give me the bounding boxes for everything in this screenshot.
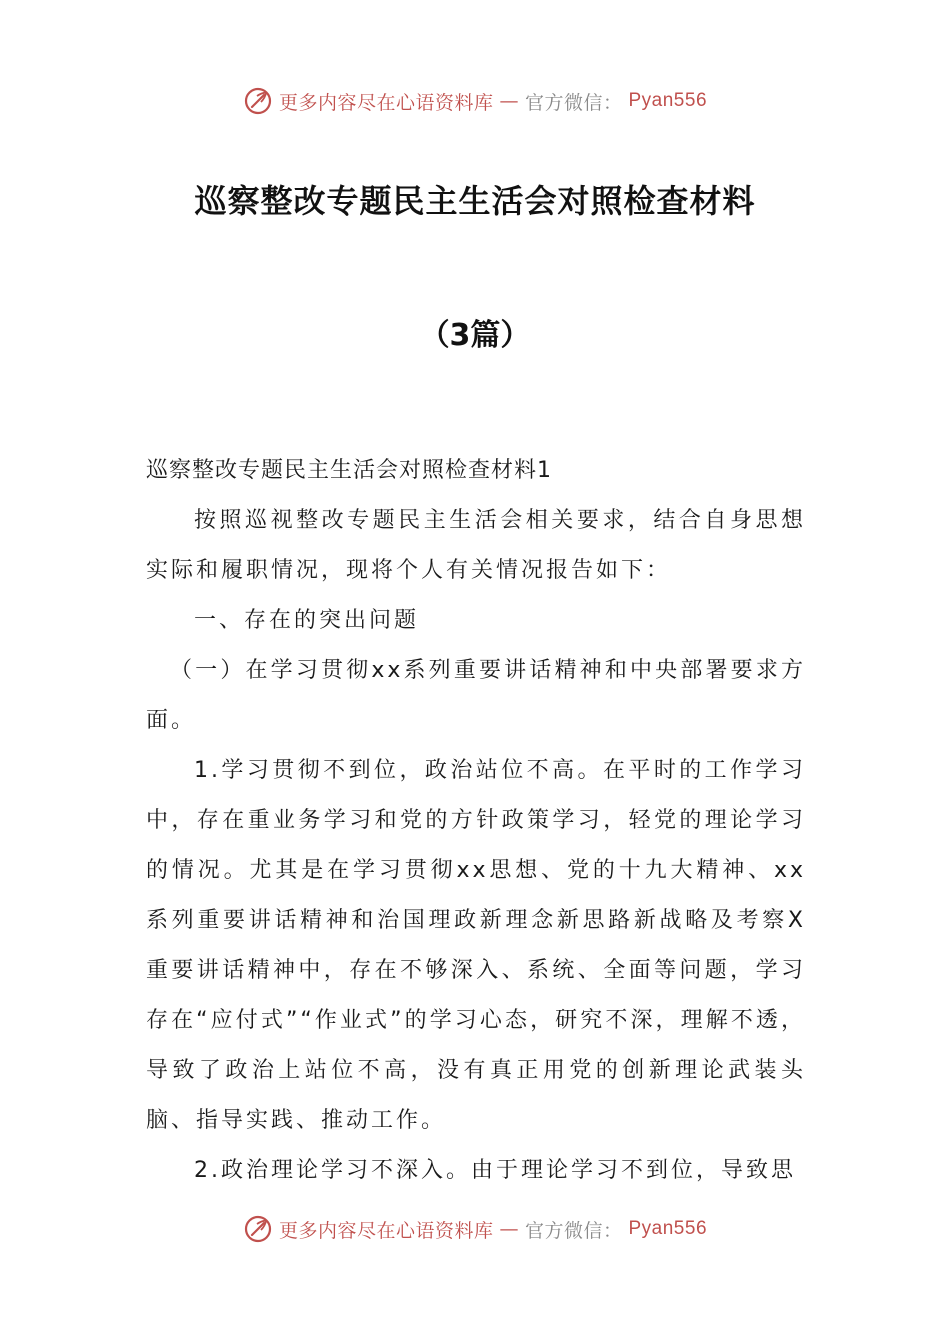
paragraph-subheading-1: （一）在学习贯彻xx系列重要讲话精神和中央部署要求方面。 [146, 658, 806, 733]
watermark-header [0, 86, 950, 116]
document-body [146, 446, 806, 1196]
watermark-dash: — [499, 1218, 519, 1240]
paragraph-item-1: 1.学习贯彻不到位，政治站位不高。在平时的工作学习中，存在重业务学习和党的方针政策学习，轻党的理论学习的情况。尤其是在学习贯彻xx思想、党的十九大精神、xx系列重要讲话精神和治国理政新理念新思路新战略及考察X重要讲话精神中，存在不够深入、系统、全面等问题，学习存在“应付式”“作业式”的学习心态，研究不深，理解不透，导致了政治上站位不高，没有真正用党的创新理论武装头脑、指导实践、推动工作。 [146, 758, 806, 1133]
quill-logo-icon [243, 1214, 273, 1244]
watermark-brand: 更多内容尽在心语资料库 [278, 91, 494, 114]
section-heading: 巡察整改专题民主生活会对照检查材料1 [146, 458, 552, 483]
watermark-contact: 官方微信： [524, 1219, 623, 1242]
watermark-footer [0, 1214, 950, 1244]
paragraph-heading-1: 一、存在的突出问题 [194, 608, 420, 633]
watermark-dash: — [499, 90, 519, 112]
quill-logo-icon [243, 86, 273, 116]
document-title: 巡察整改专题民主生活会对照检查材料 [194, 182, 756, 220]
paragraph-item-2: 2.政治理论学习不深入。由于理论学习不到位，导致思 [194, 1158, 796, 1183]
document-subtitle: （3篇） [419, 318, 531, 353]
paragraph-intro: 按照巡视整改专题民主生活会相关要求，结合自身思想实际和履职情况，现将个人有关情况报告如下： [146, 508, 806, 583]
watermark-contact: 官方微信： [524, 91, 623, 114]
watermark-brand: 更多内容尽在心语资料库 [278, 1219, 494, 1242]
watermark-handle: Pyan556 [628, 1218, 708, 1239]
watermark-handle: Pyan556 [628, 90, 708, 111]
